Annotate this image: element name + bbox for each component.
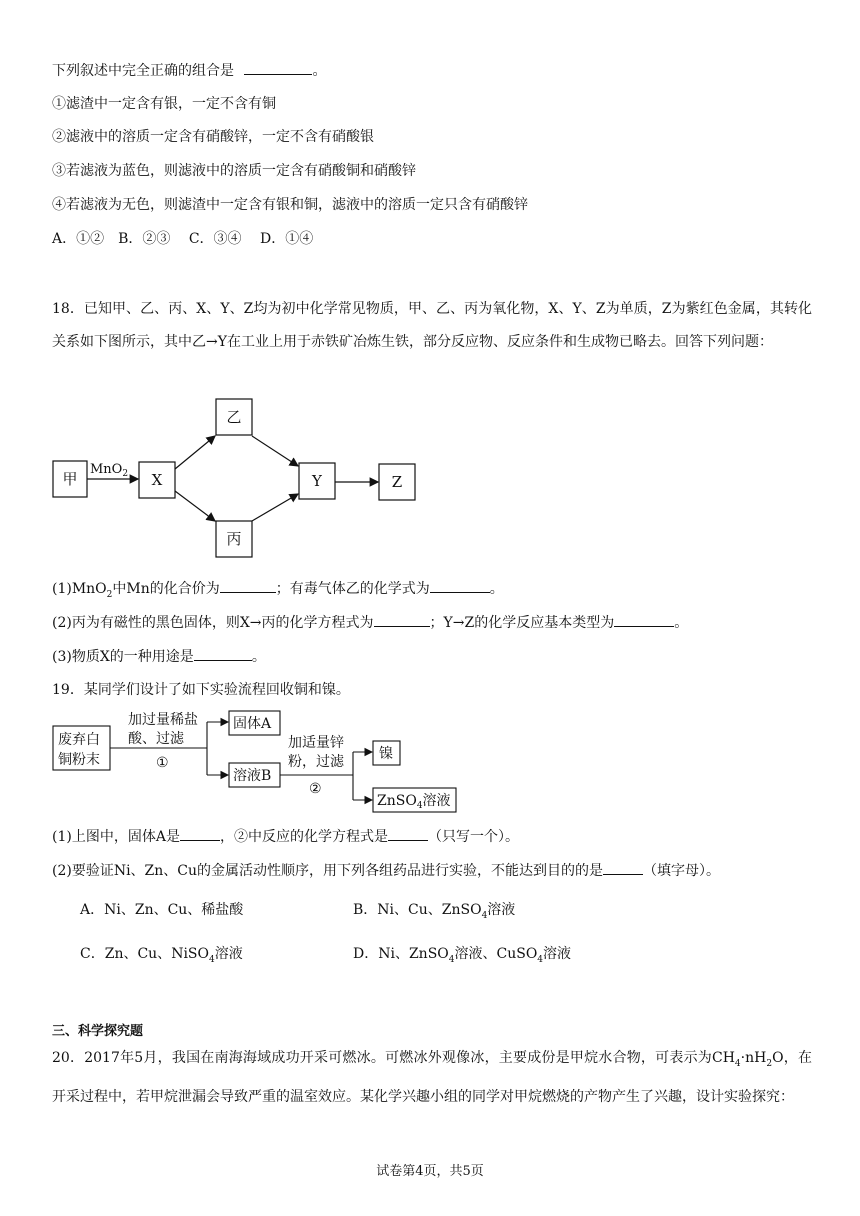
- flow-start-1: 废弃白: [58, 732, 100, 748]
- flow-step1-b: 酸、过滤: [128, 731, 184, 747]
- catalyst-label: MnO$_2$: [90, 462, 129, 479]
- q17-statement-3: ③若滤液为蓝色，则滤液中的溶质一定含有硝酸铜和硝酸锌: [52, 163, 416, 179]
- q17-stem-end: 。: [312, 63, 327, 79]
- answer-blank[interactable]: [430, 578, 490, 593]
- label-yi: 乙: [226, 408, 242, 426]
- q18-part1: (1)MnO$_2$中Mn的化合价为 ；有毒气体乙的化学式为 。: [52, 578, 504, 605]
- arrow-bing-y: [252, 494, 298, 521]
- flow-step2-b: 粉，过滤: [288, 754, 344, 770]
- q17-stem-text: 下列叙述中完全正确的组合是: [52, 63, 234, 79]
- answer-blank[interactable]: [388, 826, 428, 841]
- q18-part2: (2)丙为有磁性的黑色固体，则X→丙的化学方程式为 ；Y→Z的化学反应基本类型为 。: [52, 612, 688, 633]
- q19-option-b: B．Ni、Cu、ZnSO$_4$溶液: [353, 902, 516, 921]
- answer-blank[interactable]: [220, 578, 276, 593]
- q19-part1: (1)上图中，固体A是 ，②中反应的化学方程式是 （只写一个）。: [52, 826, 519, 847]
- flow-solid-a: 固体A: [233, 716, 272, 732]
- flow-step2-a: 加适量锌: [288, 735, 344, 751]
- arrow-x-yi: [175, 436, 215, 469]
- q17-statement-1: ①滤渣中一定含有银，一定不含有铜: [52, 96, 276, 112]
- q17-statement-2: ②滤液中的溶质一定含有硝酸锌，一定不含有硝酸银: [52, 129, 374, 145]
- answer-blank[interactable]: [374, 612, 430, 627]
- label-x: X: [151, 471, 163, 489]
- q19-option-a: A．Ni、Zn、Cu、稀盐酸: [80, 902, 244, 918]
- flow-znso4: ZnSO$_4$溶液: [377, 793, 451, 811]
- flow-nickel: 镍: [379, 746, 393, 762]
- label-y: Y: [312, 472, 322, 490]
- q17-options: A．①② B．②③ C．③④ D．①④: [52, 231, 314, 247]
- flow-solution-b: 溶液B: [233, 768, 272, 784]
- label-z: Z: [391, 473, 403, 491]
- answer-blank[interactable]: [614, 612, 674, 627]
- page-footer: 试卷第4页，共5页: [376, 1164, 484, 1179]
- answer-blank[interactable]: [180, 826, 220, 841]
- q19-option-d: D．Ni、ZnSO$_4$溶液、CuSO$_4$溶液: [353, 946, 572, 965]
- q17-statement-4: ④若滤液为无色，则滤渣中一定含有银和铜，滤液中的溶质一定只含有硝酸锌: [52, 197, 528, 213]
- q19-part2: (2)要验证Ni、Zn、Cu的金属活动性顺序，用下列各组药品进行实验，不能达到目的的是 （填字母）。: [52, 860, 720, 881]
- answer-blank[interactable]: [603, 860, 643, 875]
- flow-step2-num: ②: [309, 781, 322, 797]
- q19-stem: 19．某同学们设计了如下实验流程回收铜和镍。: [52, 682, 350, 698]
- arrow-yi-y: [252, 436, 298, 466]
- flow-step1-a: 加过量稀盐: [128, 712, 198, 728]
- q18-stem: 18．已知甲、乙、丙、X、Y、Z均为初中化学常见物质，甲、乙、丙为氧化物，X、Y、Z为单质，Z为紫红色金属，其转化关系如下图所示，其中乙→Y在工业上用于赤铁矿冶炼生铁，部分反应物、反应条件和生成物已略去。回答下列问题：: [52, 301, 812, 350]
- label-jia: 甲: [62, 470, 78, 488]
- q18-part3: (3)物质X的一种用途是 。: [52, 646, 266, 667]
- q19-option-c: C．Zn、Cu、NiSO$_4$溶液: [80, 946, 243, 965]
- q20-stem: 20．2017年5月，我国在南海海域成功开采可燃冰。可燃冰外观像冰，主要成份是甲烷水合物，可表示为$CH_4\cdot nH_2O$，在开采过程中，若甲烷泄漏会导致严重的温室效应。某化学兴趣小组的同学对甲烷燃烧的产物产生了兴趣，设计实验探究：: [52, 1050, 812, 1105]
- section-heading: 三、科学探究题: [52, 1024, 144, 1039]
- arrow-x-bing: [175, 491, 215, 521]
- flow-step1-num: ①: [156, 755, 169, 771]
- label-bing: 丙: [226, 530, 242, 548]
- flow-start-2: 铜粉末: [58, 752, 100, 768]
- answer-blank[interactable]: [194, 646, 252, 661]
